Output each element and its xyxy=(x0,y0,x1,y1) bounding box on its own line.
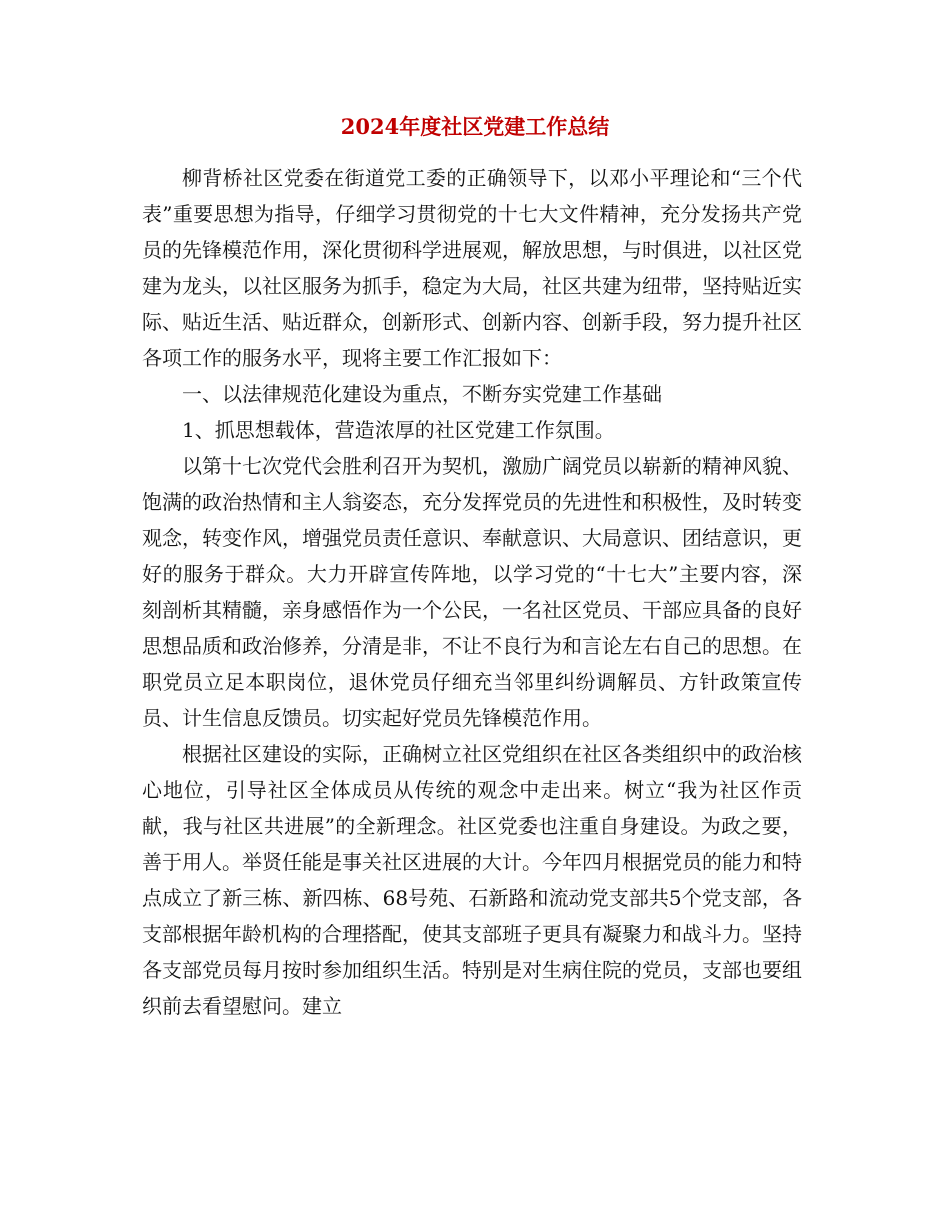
paragraph-ideology: 以第十七次党代会胜利召开为契机，激励广阔党员以崭新的精神风貌、饱满的政治热情和主人翁姿态，充分发挥党员的先进性和积极性，及时转变观念，转变作风，增强党员责任意识、奉献意识、大局意识、团结意识，更好的服务于群众。大力开辟宣传阵地，以学习党的“十七大”主要内容，深刻剖析其精髓，亲身感悟作为一个公民，一名社区党员、干部应具备的良好思想品质和政治修养，分清是非，不让不良行为和言论左右自己的思想。在职党员立足本职岗位，退休党员仔细充当邻里纠纷调解员、方针政策宣传员、计生信息反馈员。切实起好党员先锋模范作用。 xyxy=(142,454,802,730)
subsection-heading-1: 1、抓思想载体，营造浓厚的社区党建工作氛围。 xyxy=(182,418,615,442)
document-body xyxy=(142,160,802,1024)
document-title: 2024年度社区党建工作总结 xyxy=(340,114,610,139)
section-heading-1: 一、以法律规范化建设为重点，不断夯实党建工作基础 xyxy=(182,382,662,406)
paragraph-intro: 柳背桥社区党委在街道党工委的正确领导下，以邓小平理论和“三个代表”重要思想为指导，仔细学习贯彻党的十七大文件精神，充分发扬共产党员的先锋模范作用，深化贯彻科学进展观，解放思想，与时俱进，以社区党建为龙头，以社区服务为抓手，稳定为大局，社区共建为纽带，坚持贴近实际、贴近生活、贴近群众，创新形式、创新内容、创新手段，努力提升社区各项工作的服务水平，现将主要工作汇报如下： xyxy=(142,166,802,370)
paragraph-organization: 根据社区建设的实际，正确树立社区党组织在社区各类组织中的政治核心地位，引导社区全体成员从传统的观念中走出来。树立“我为社区作贡献，我与社区共进展”的全新理念。社区党委也注重自身建设。为政之要，善于用人。举贤任能是事关社区进展的大计。今年四月根据党员的能力和特点成立了新三栋、新四栋、68号苑、石新路和流动党支部共5个党支部，各支部根据年龄机构的合理搭配，使其支部班子更具有凝聚力和战斗力。坚持各支部党员每月按时参加组织生活。特别是对生病住院的党员，支部也要组织前去看望慰问。建立 xyxy=(142,742,802,1018)
